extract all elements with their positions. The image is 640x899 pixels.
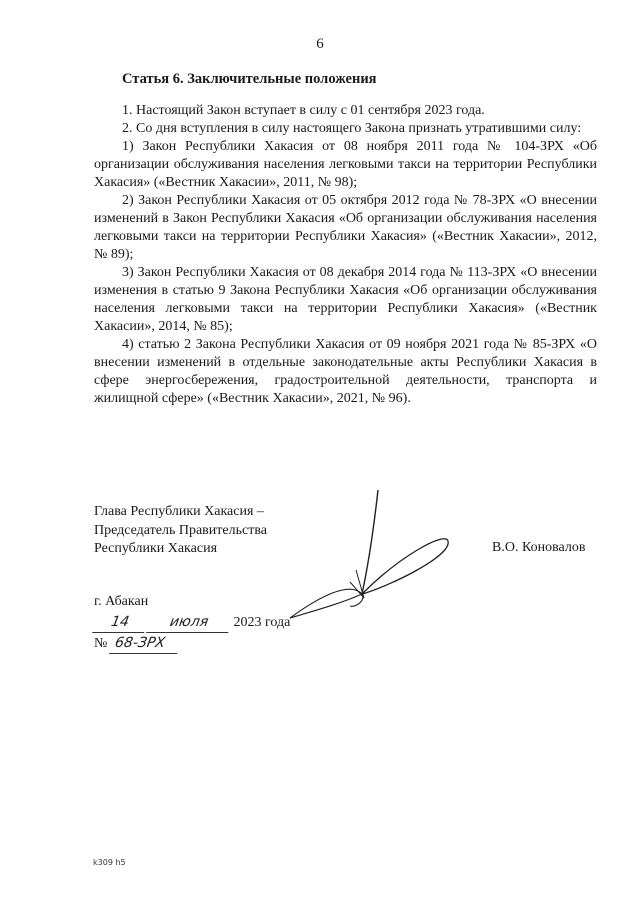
paragraph-4: 2) Закон Республики Хакасия от 05 октября 2012 года № 78-ЗРХ «О внесении изменений в Закон Республики Хакасия «Об организации обслуживания населения легковыми такси на территории Республики Хакасия» («Вестник Хакасии», 2012, № 89); <box>94 193 597 262</box>
paragraph-2: 2. Со дня вступления в силу настоящего Закона признать утратившими силу: <box>122 121 582 136</box>
article-heading: Статья 6. Заключительные положения <box>122 71 377 87</box>
signatory-title <box>94 503 267 559</box>
year-suffix: 2023 года <box>233 615 291 630</box>
handwritten-law-number: 68-ЗРХ <box>110 633 182 654</box>
page-number: 6 <box>316 36 324 52</box>
law-number <box>94 633 290 654</box>
place-date-block <box>94 592 290 654</box>
signatory-title-line-1: Глава Республики Хакасия – <box>94 504 264 519</box>
signer-name: В.О. Коновалов <box>492 540 586 555</box>
paragraph-3: 1) Закон Республики Хакасия от 08 ноября 2011 года № 104-ЗРХ «Об организации обслуживания населения легковыми такси на территории Республики Хакасия» («Вестник Хакасии», 2011, № 98); <box>94 139 597 190</box>
footer-code: k309 h5 <box>93 858 126 867</box>
handwritten-day: 14 <box>92 612 148 633</box>
paragraph-6: 4) статью 2 Закона Республики Хакасия от 09 ноября 2021 года № 85-ЗРХ «О внесении изменений в отдельные законодательные акты Республики Хакасия в сфере энергосбережения, градостроительной деятельности, транспорта и жилищной сфере» («Вестник Хакасии», 2021, № 96). <box>94 337 597 406</box>
number-prefix: № <box>94 636 108 651</box>
handwritten-signature <box>270 486 470 626</box>
paragraph-1: 1. Настоящий Закон вступает в силу с 01 сентября 2023 года. <box>122 103 485 118</box>
handwritten-month: июля <box>146 612 232 633</box>
signatory-title-line-2: Председатель Правительства <box>94 522 267 538</box>
paragraph-5: 3) Закон Республики Хакасия от 08 декабря 2014 года № 113-ЗРХ «О внесении изменения в статью 9 Закона Республики Хакасия «Об организации обслуживания населения легковыми такси на территории Республики Хакасия» («Вестник Хакасии», 2014, № 85); <box>94 265 597 334</box>
article-body <box>94 102 597 408</box>
city: г. Абакан <box>94 594 149 609</box>
signing-date <box>94 612 290 633</box>
signatory-title-line-3: Республики Хакасия <box>94 541 218 556</box>
